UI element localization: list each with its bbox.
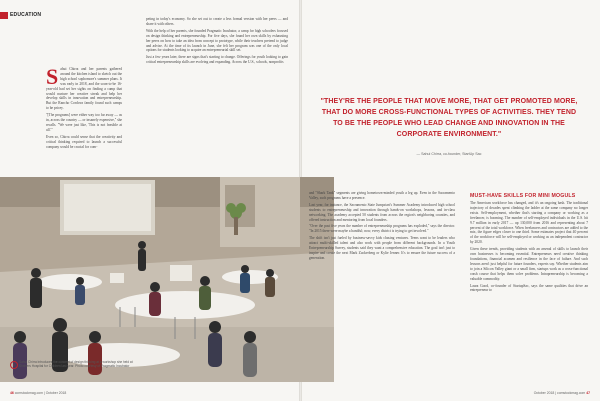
left-column-2 (146, 17, 288, 175)
left-footer-text: comstockmag.com | October 2018 (14, 391, 67, 395)
body-paragraph: "Over the past five years the number of entrepreneurship programs has exploded," says the director. "In 2015 there were maybe a handful; now, every district is trying to get involved." (309, 224, 455, 234)
body-paragraph: and "Shark Tank" segments are giving hometown-minded youth a leg up. Even in the Sacramento Valley, such programs have a presence. (309, 191, 455, 200)
body-paragraph: ahui Chirra and her parents gathered around the kitchen island to sketch out the high school sophomore's summer plans. It was early in 2018, and the soon-to-be 16-year-old had set her sights on finding a camp that would nurture her creative streak and help her develop skills in innovation and entrepreneurship. But the Rancho Cordova family found such camps to be pricey. (46, 67, 122, 111)
quote-attribution: — Sahui Chirra, co-founder, StartUp Sac (416, 152, 482, 156)
body-paragraph: The American workforce has changed, and it's an ongoing bash. The traditional trajectory of decades spent climbing the ladder at the same company no longer exists. Self-employment, whether that's starting a company or working as a freelancer, is booming. The number of self-employed individuals in the U.S. hit 9.7 million in early 2017 — up 130,000 from 2016 and representing about 7 percent of the total workforce. When freelancers and contractors are added to the mix, the figure edges closer to one third. Some estimates project that 40 percent of the workforce will be self-employed or working as an independent contractor by 2020. (470, 201, 588, 245)
caption-info-icon: i (10, 361, 18, 369)
body-paragraph: peting in today's economy. So she set out to create a less formal version with her peers — and share it with others. (146, 17, 288, 26)
page-number-left: 46 (10, 391, 14, 395)
body-paragraph: Even so, Chirra could sense that the creativity and critical thinking required to launch a successful company would be crucial for com- (46, 134, 122, 149)
pull-quote: "THEY'RE THE PEOPLE THAT MOVE MORE, THAT GET PROMOTED MORE, THAT DO MORE CROSS-FUNCTIONAL TYPES OF ACTIVITIES. THEY TEND TO BE THE PEOPLE WHO LEAD CHANGE AND INNOVATION IN THE CORPORATE ENVIRONMENT." (320, 98, 578, 138)
right-column-2 (470, 201, 588, 387)
workshop-photo (0, 177, 334, 382)
body-paragraph: Given these trends, providing students with an arsenal of skills to launch their own businesses is becoming essential. Entrepreneurs need creative thinking foundations, financial acumen and resilience in the face of failure. And such lessons aren't just helpful for future founders, experts say. Whether students aim to join a Silicon Valley giant or a small firm, startups work as a cross-functional crash course that helps them solve problems. Intrapreneurship is becoming a valuable commodity. (470, 247, 588, 281)
section-subhead: MUST-HAVE SKILLS FOR MINI MOGULS (470, 193, 576, 199)
section-tab (0, 11, 41, 19)
left-column-1 (46, 67, 122, 175)
body-paragraph: With the help of her parents, she founded Pragmatic Incubator, a camp for high schoolers focused on design thinking and entrepreneurship. For five days, she found her own skills by exhausting her peers on how to take an idea from concept to prototype, while their teachers pretend to judge and advise. At the time of its launch in June, she felt her program was one of the only local options for students looking to acquire an entrepreneurial skill set. (146, 28, 288, 53)
body-paragraph: Last year, for instance, the Sacramento State Jumpstart's Summer Academy introduced high school students to entrepreneurship and innovation through hands-on workshops, lessons, and in-class networking. The academy accepted 50 students from across the region's neighboring counties, and offered instruction and mentoring from local founders. (309, 202, 455, 222)
photo-caption: Sahui Chirra introduces the concept of design thinking at a workshop she held at Shriners Hospital for Children last year. Photo courtesy of Pragmatic Incubator (19, 360, 133, 369)
page-number-right: 47 (586, 391, 590, 395)
drop-cap: S (46, 67, 59, 89)
right-column-1 (309, 191, 455, 387)
section-label: EDUCATION (10, 12, 42, 18)
body-paragraph: Just a few years later, there are signs that's starting to change. Offerings for youth looking to gain critical entrepreneurship skills are evolving and expanding. Across the U.S., schools, nonprofits (146, 55, 288, 65)
body-paragraph: The shift isn't just fueled by business-savvy kids chasing ventures. Teens want to be leaders who attract multi-skilled talent and also work with people from different backgrounds. In a Youth Entrepreneurship Survey, students said they want a comprehensive education. The goal isn't just to inspire and create the next Mark Zuckerberg or Kylie Jenner. It's to ensure the future success of a generation. (309, 236, 455, 260)
left-footer (10, 391, 66, 395)
body-paragraph: "[The programs] were either way too far away — as in, across the country — or insanely expensive," she recalls. "We were just like, 'This is not feasible at all.'" (46, 113, 122, 132)
right-footer-text: October 2018 | comstockmag.com (533, 391, 586, 395)
body-paragraph: Laura Good, co-founder of StartupSac, says the same qualities that drive an entrepreneur to (470, 283, 588, 293)
section-marker (0, 12, 8, 19)
right-footer (534, 391, 590, 395)
